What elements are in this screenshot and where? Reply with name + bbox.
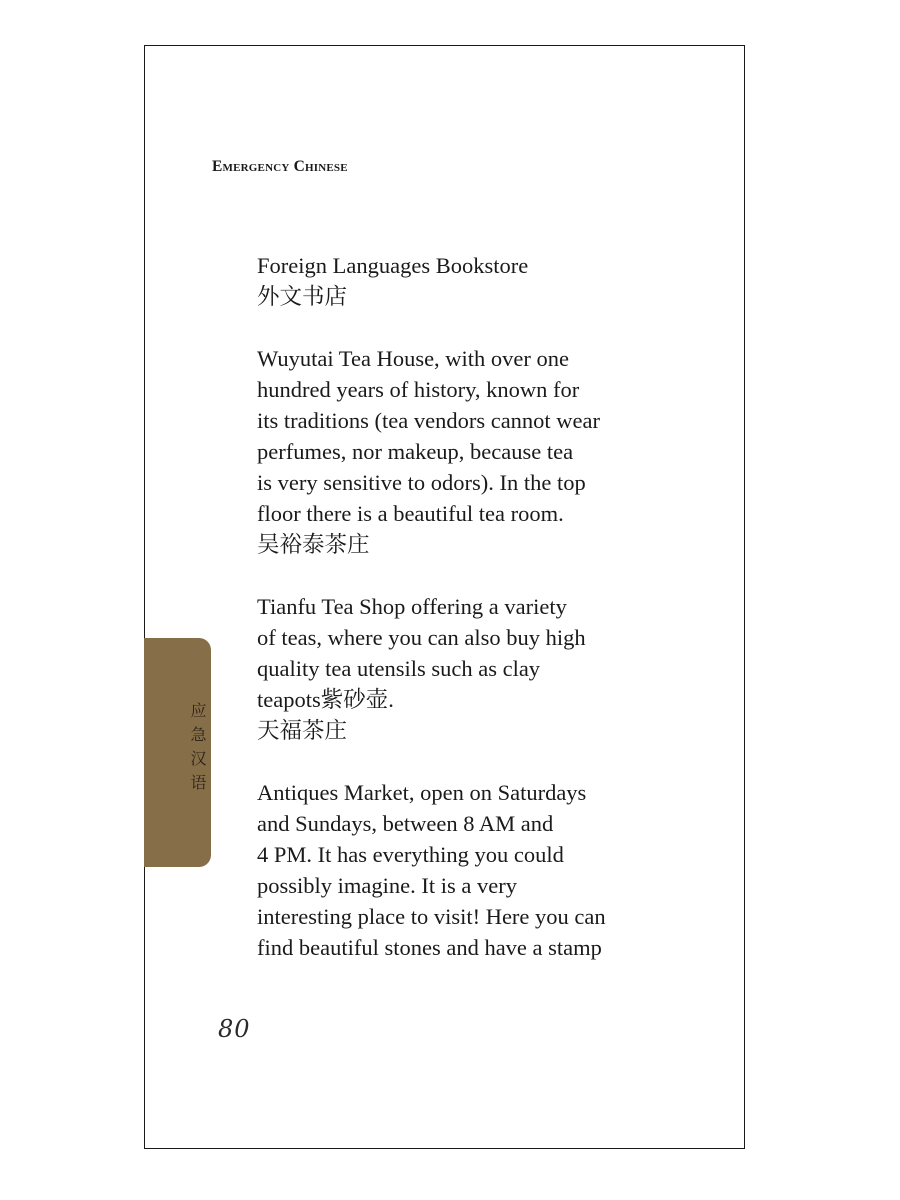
section-bookstore — [257, 250, 652, 312]
section-wuyutai — [257, 343, 652, 560]
text-line: Wuyutai Tea House, with over one — [257, 346, 570, 371]
paragraph-gap — [257, 312, 652, 343]
text-line: teapots紫砂壶. — [257, 687, 394, 712]
text-line: perfumes, nor makeup, because tea — [257, 439, 574, 464]
text-line: floor there is a beautiful tea room. — [257, 501, 564, 526]
text-line: interesting place to visit! Here you can — [257, 904, 606, 929]
section-antiques-market — [257, 777, 652, 963]
text-line: find beautiful stones and have a stamp — [257, 935, 602, 960]
side-tab-label: 应急汉语 — [188, 702, 207, 798]
text-line: 4 PM. It has everything you could — [257, 842, 564, 867]
paragraph-gap — [257, 746, 652, 777]
page-number: 80 — [218, 1015, 251, 1043]
text-line: possibly imagine. It is a very — [257, 873, 517, 898]
text-line: is very sensitive to odors). In the top — [257, 470, 586, 495]
running-header: Emergency Chinese — [212, 158, 348, 175]
text-line: its traditions (tea vendors cannot wear — [257, 408, 601, 433]
text-line: 天福茶庄 — [257, 718, 348, 743]
text-line: Tianfu Tea Shop offering a variety — [257, 594, 567, 619]
section-tianfu — [257, 591, 652, 746]
body-text — [257, 250, 652, 963]
side-tab — [144, 638, 211, 867]
paragraph-gap — [257, 560, 652, 591]
text-line: of teas, where you can also buy high — [257, 625, 586, 650]
text-line: Antiques Market, open on Saturdays — [257, 780, 587, 805]
text-line: hundred years of history, known for — [257, 377, 580, 402]
text-line: and Sundays, between 8 AM and — [257, 811, 554, 836]
text-line: Foreign Languages Bookstore — [257, 253, 529, 278]
text-line: 吴裕泰茶庄 — [257, 532, 370, 557]
text-line: 外文书店 — [257, 284, 348, 309]
text-line: quality tea utensils such as clay — [257, 656, 541, 681]
